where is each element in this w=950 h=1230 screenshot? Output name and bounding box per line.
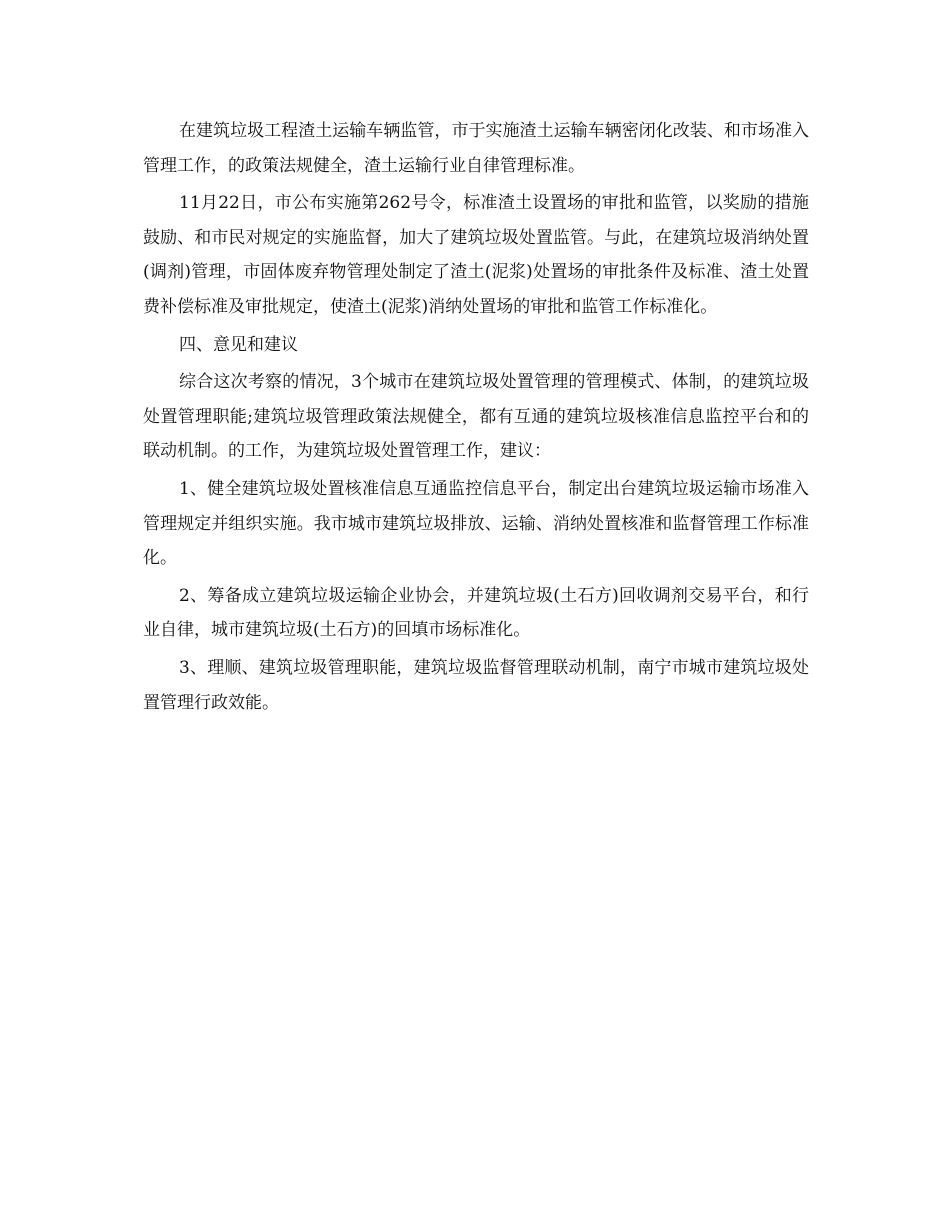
document-body [143, 114, 809, 723]
section-heading-suggestions: 四、意见和建议 [179, 334, 298, 355]
paragraph-suggestion-2: 2、筹备成立建筑垃圾运输企业协会，并建筑垃圾(土石方)回收调剂交易平台，和行业自律，城市建筑垃圾(土石方)的回填市场标准化。 [143, 585, 809, 641]
paragraph-vehicle-supervision: 在建筑垃圾工程渣土运输车辆监管，市于实施渣土运输车辆密闭化改装、和市场准入管理工作，的政策法规健全，渣土运输行业自律管理标准。 [143, 121, 809, 176]
paragraph-suggestion-1: 1、健全建筑垃圾处置核准信息互通监控信息平台，制定出台建筑垃圾运输市场准入管理规定并组织实施。我市城市建筑垃圾排放、运输、消纳处置核准和监督管理工作标准化。 [143, 478, 809, 569]
paragraph-suggestion-3: 3、理顺、建筑垃圾管理职能，建筑垃圾监督管理联动机制，南宁市城市建筑垃圾处置管理行政效能。 [143, 657, 809, 713]
paragraph-decree-262: 11月22日，市公布实施第262号令，标准渣土设置场的审批和监管，以奖励的措施鼓励、和市民对规定的实施监督，加大了建筑垃圾处置监管。与此，在建筑垃圾消纳处置(调剂)管理，市固体废弃物管理处制定了渣土(泥浆)处置场的审批条件及标准、渣土处置费补偿标准及审批规定，使渣土(泥浆)消纳处置场的审批和监管工作标准化。 [143, 193, 809, 317]
paragraph-inspection-summary: 综合这次考察的情况，3个城市在建筑垃圾处置管理的管理模式、体制，的建筑垃圾处置管理职能;建筑垃圾管理政策法规健全，都有互通的建筑垃圾核准信息监控平台和的联动机制。的工作，为建筑垃圾处置管理工作，建议： [143, 372, 809, 462]
